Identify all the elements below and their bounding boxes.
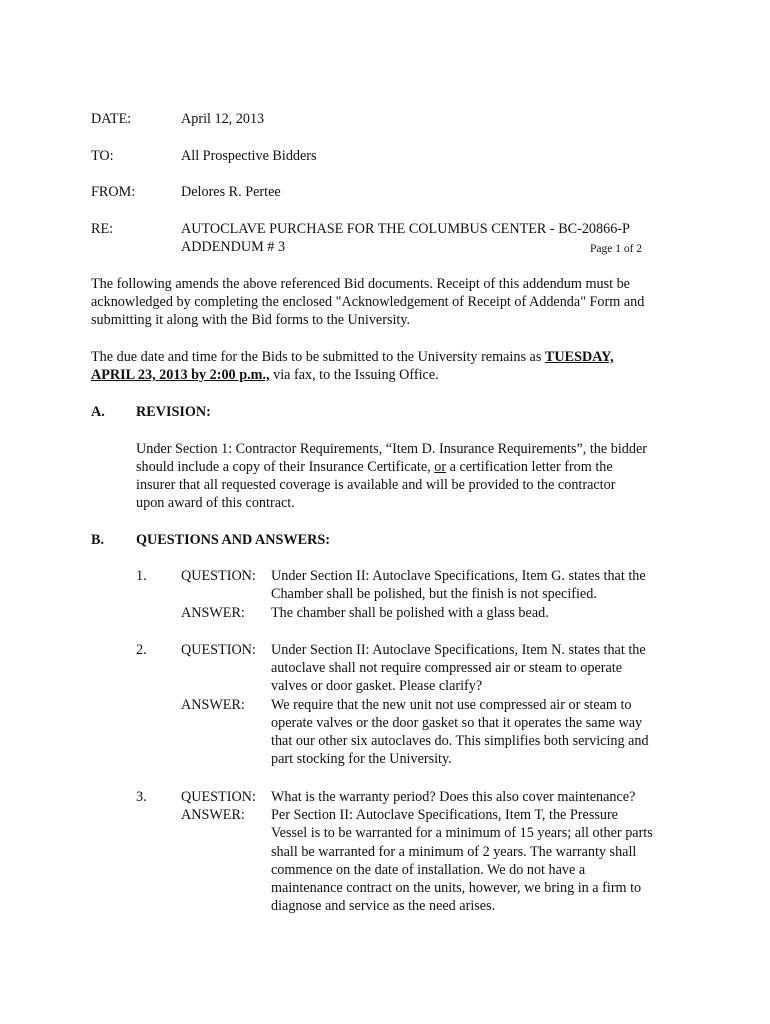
qa-item-3-answer-line-2: Vessel is to be warranted for a minimum of 15 years; all other parts xyxy=(271,825,653,841)
qa-item-1-answer-line-1: The chamber shall be polished with a glass bead. xyxy=(271,605,549,621)
re-label: RE: xyxy=(91,221,114,237)
due-date-line-1 xyxy=(91,348,614,366)
qa-item-3-number: 3. xyxy=(136,789,147,805)
from-value: Delores R. Pertee xyxy=(181,184,281,200)
qa-item-2-answer-line-2: operate valves or the door gasket so that it operates the same way xyxy=(271,715,643,731)
section-a-line-4: upon award of this contract. xyxy=(136,495,295,511)
re-addendum-line: ADDENDUM # 3 xyxy=(181,239,286,255)
section-b-letter: B. xyxy=(91,532,105,548)
date-value: April 12, 2013 xyxy=(181,111,265,127)
qa-item-2-number: 2. xyxy=(136,642,147,658)
to-value: All Prospective Bidders xyxy=(181,148,317,164)
due-date-delivery-text: via fax, to the Issuing Office. xyxy=(269,367,439,383)
section-a-heading: REVISION: xyxy=(136,404,211,420)
date-label: DATE: xyxy=(91,111,132,127)
qa-item-2-question-line-3: valves or door gasket. Please clarify? xyxy=(271,678,483,694)
section-a-line-2 xyxy=(136,458,613,476)
section-a-letter: A. xyxy=(91,404,105,420)
intro-line-2: acknowledged by completing the enclosed "Acknowledgement of Receipt of Addenda" Form and xyxy=(91,294,645,310)
qa-item-3-question-line-1: What is the warranty period? Does this also cover maintenance? xyxy=(271,789,636,805)
qa-item-3-answer-line-4: commence on the date of installation. We do not have a xyxy=(271,862,586,878)
qa-item-2-question-label: QUESTION: xyxy=(181,642,256,658)
qa-item-1-question-label: QUESTION: xyxy=(181,568,256,584)
qa-item-2-question-line-2: autoclave shall not require compressed air or steam to operate xyxy=(271,660,623,676)
qa-item-3-answer-line-3: shall be warranted for a minimum of 2 years. The warranty shall xyxy=(271,844,637,860)
section-a-line-3: insurer that all requested coverage is available and will be provided to the contractor xyxy=(136,477,616,493)
qa-item-2-answer-line-3: that our other six autoclaves do. This simplifies both servicing and xyxy=(271,733,649,749)
section-a-line-2-start: should include a copy of their Insurance Certificate, xyxy=(136,459,435,475)
qa-item-3-question-label: QUESTION: xyxy=(181,789,256,805)
to-label: TO: xyxy=(91,148,114,164)
due-date-day-emphasis: TUESDAY, xyxy=(544,349,614,365)
section-a-or-emphasis: or xyxy=(434,459,447,475)
section-a-line-2-end: a certification letter from the xyxy=(446,459,613,475)
qa-item-3-answer-label: ANSWER: xyxy=(181,807,245,823)
qa-item-1-question-line-2: Chamber shall be polished, but the finish is not specified. xyxy=(271,586,597,602)
intro-line-1: The following amends the above referenced Bid documents. Receipt of this addendum must be xyxy=(91,276,630,292)
qa-item-2-question-line-1: Under Section II: Autoclave Specifications, Item N. states that the xyxy=(271,642,646,658)
section-a-line-1: Under Section 1: Contractor Requirements, “Item D. Insurance Requirements”, the bidder xyxy=(136,441,647,457)
qa-item-1-answer-label: ANSWER: xyxy=(181,605,245,621)
qa-item-3-answer-line-1: Per Section II: Autoclave Specifications, Item T, the Pressure xyxy=(271,807,618,823)
qa-item-2-answer-line-4: part stocking for the University. xyxy=(271,751,452,767)
qa-item-2-answer-label: ANSWER: xyxy=(181,697,245,713)
re-subject-line-1: AUTOCLAVE PURCHASE FOR THE COLUMBUS CENTER - BC-20866-P xyxy=(181,221,630,237)
from-label: FROM: xyxy=(91,184,136,200)
due-date-line-2 xyxy=(91,366,439,384)
qa-item-1-question-line-1: Under Section II: Autoclave Specifications, Item G. states that the xyxy=(271,568,646,584)
page-number: Page 1 of 2 xyxy=(590,243,643,255)
intro-line-3: submitting it along with the Bid forms to the University. xyxy=(91,312,411,328)
qa-item-2-answer-line-1: We require that the new unit not use compressed air or steam to xyxy=(271,697,632,713)
qa-item-3-answer-line-6: diagnose and service as the need arises. xyxy=(271,898,496,914)
qa-item-1-number: 1. xyxy=(136,568,147,584)
due-date-text: The due date and time for the Bids to be submitted to the University remains as xyxy=(91,349,545,365)
qa-item-3-answer-line-5: maintenance contract on the units, however, we bring in a firm to xyxy=(271,880,642,896)
due-date-time-emphasis: APRIL 23, 2013 by 2:00 p.m., xyxy=(91,367,270,383)
section-b-heading: QUESTIONS AND ANSWERS: xyxy=(136,532,330,548)
